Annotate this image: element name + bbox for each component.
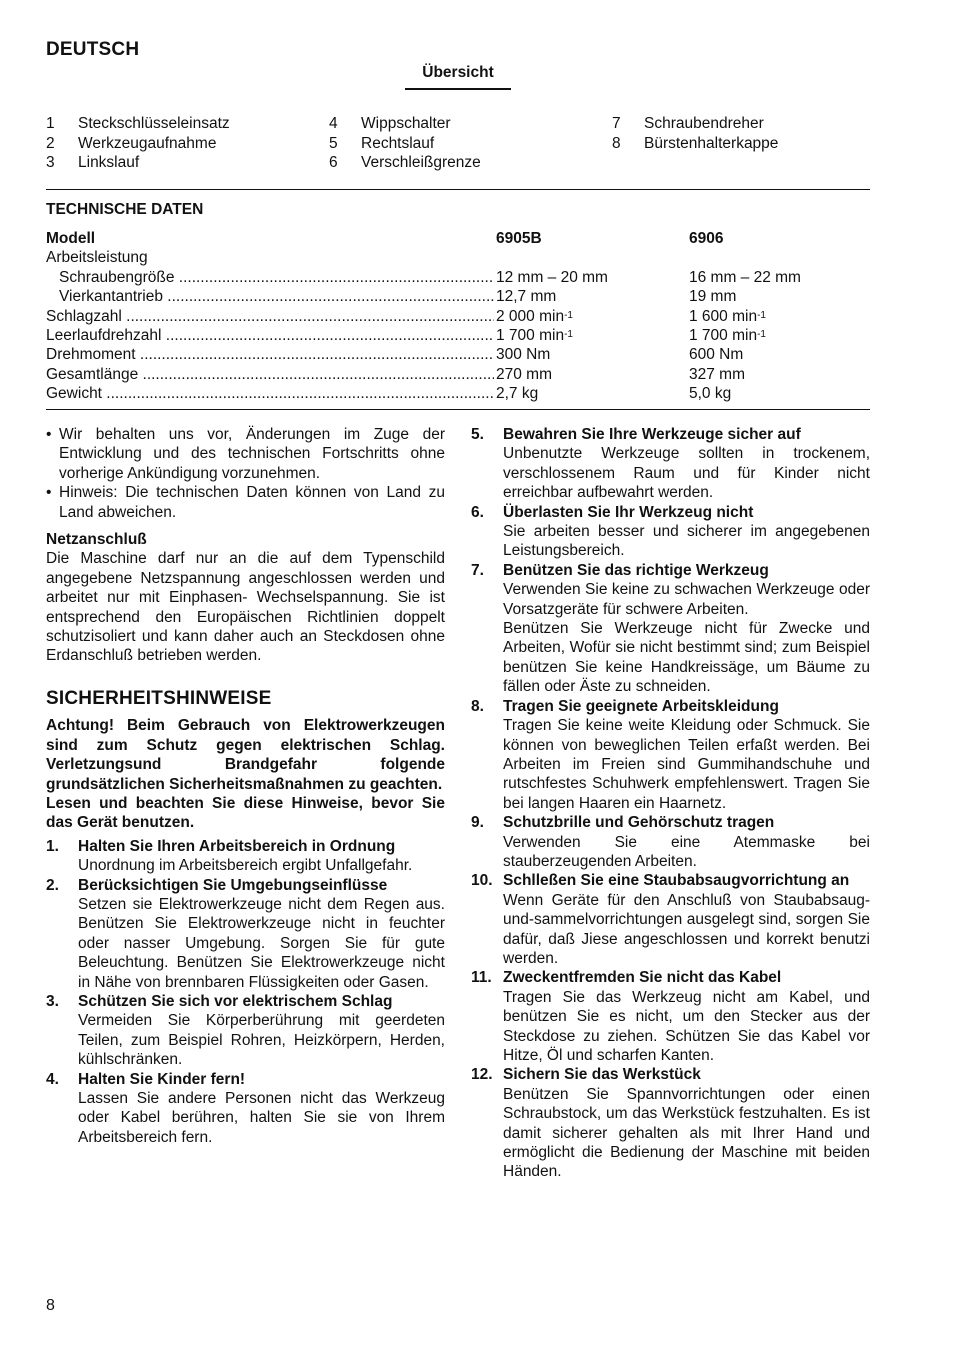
item-text: Verwenden Sie eine Atemmaske bei stauberzeugenden Arbeiten. [503,833,870,870]
spec-label: Gesamtlänge ..... [46,365,494,384]
safety-title: SICHERHEITSHINWEISE [46,687,272,709]
item-text: Tragen Sie keine weite Kleidung oder Schmuck. Sie können von beweglichen Teilen erfaßt werden. Bei Arbeiten im Freien sind Gummihandschuhe und rutschfestes Schuhwerk empfehlenswert. Tragen Sie bei langen Haaren ein Haarnetz. [503,717,870,812]
item-text: Verwenden Sie keine zu schwachen Werkzeuge oder Vorsatzgeräte für schwere Arbeiten. [503,581,870,618]
spec-value-1: 12,7 mm [496,288,557,306]
item-number: 4. [46,1070,59,1088]
safety-item-7 [471,561,870,697]
safety-item-10 [471,871,870,968]
language-heading: DEUTSCH [46,39,140,60]
part-item [46,114,230,134]
note-text: Hinweis: Die technischen Daten können von Land zu Land abweichen. [59,484,445,521]
item-number: 2. [46,876,59,894]
spec-label: Gewicht ..... [46,384,494,403]
item-title: Zweckentfremden Sie nicht das Kabel [503,969,782,987]
safety-item-11 [471,968,870,1065]
divider [46,189,870,190]
spec-value-2: 5,0 kg [689,385,732,403]
safety-item-4 [46,1070,445,1148]
item-title: Überlasten Sie Ihr Werkzeug nicht [503,503,754,521]
item-title: Berücksichtigen Sie Umgebungseinflüsse [78,876,388,894]
item-title: Benützen Sie das richtige Werkzeug [503,561,769,579]
item-number: 7. [471,561,484,579]
item-number: 3. [46,992,59,1010]
spec-header-row [46,229,870,248]
item-text: Lassen Sie andere Personen nicht das Werkzeug oder Kabel berühren, halten Sie sie von Ihrem Arbeitsbereich fern. [78,1090,445,1146]
model-1: 6905B [496,230,542,247]
divider [46,409,870,410]
left-column [46,425,445,1147]
safety-warning: Achtung! Beim Gebrauch von Elektrowerkzeugen sind zum Schutz gegen elektrischen Schlag. Verletzungsund Brandgefahr folgende grundsätzlichen Sicherheitsmaßnahmen zu geachten. [46,717,445,793]
note-item: • Hinweis: Die technischen Daten können von Land zu Land abweichen. [46,484,445,521]
spec-value-1: 300 Nm [496,346,551,364]
item-number: 9. [471,814,484,832]
spec-row-no-load-speed [46,326,870,345]
item-number: 8. [471,697,484,715]
overview-title: Übersicht [405,64,511,90]
part-number: 3 [46,154,55,171]
item-title: Bewahren Sie Ihre Werkzeuge sicher auf [503,426,801,443]
spec-value-2: 600 Nm [689,346,744,364]
item-number: 11. [471,969,492,987]
part-number: 8 [612,134,621,152]
item-number: 1. [46,837,59,855]
spec-value-1: 2 000 $\min^{-1}$ [496,307,573,325]
note-text: Wir behalten uns vor, Änderungen im Zuge der Entwicklung und des technischen Fortschritts ohne vorherige Ankündigung vorzunehmen. [59,426,445,482]
spec-label: Schraubengröße ..... [59,268,494,287]
part-item [329,134,481,154]
part-number: 2 [46,134,55,152]
part-item [46,153,230,173]
item-number: 6. [471,503,484,521]
part-label: Rechtslauf [361,134,435,152]
capacity-label: Arbeitsleistung [46,249,148,267]
spec-value-2: 1 600 $\min^{-1}$ [689,307,766,325]
model-label: Modell [46,230,96,247]
item-text: Vermeiden Sie Körperberührung mit geerdeten Teilen, zum Beispiel Rohren, Heizkörpern, Herden, kühlschränken. [78,1012,445,1069]
spec-row-weight [46,384,870,403]
item-text: Benützen Sie Werkzeuge nicht für Zwecke und Arbeiten, Wofür sie nicht bestimmt sind; zum Beispiel benützen Sie keine Handkreissäge, um Bäume zu fällen oder Äste zu schneiden. [503,620,870,696]
part-label: Wippschalter [361,115,451,132]
part-label: Steckschlüsseleinsatz [78,115,230,132]
spec-value-1: 1 700 $\min^{-1}$ [496,326,573,344]
item-number: 10. [471,872,493,890]
item-text: Sie arbeiten besser und sicherer im angegebenen Leistungsbereich. [503,523,870,560]
spec-value-1: 270 mm [496,365,552,383]
item-title: Sichern Sie das Werkstück [503,1066,701,1084]
part-number: 7 [612,115,621,132]
safety-item-8 [471,697,870,813]
parts-column-3 [612,114,778,153]
part-number: 4 [329,115,338,132]
spec-value-2: 327 mm [689,365,745,383]
right-column [471,425,870,1182]
part-label: Linkslauf [78,154,140,171]
safety-read-instruction: Lesen und beachten Sie diese Hinweise, bevor Sie das Gerät benutzen. [46,794,445,832]
item-text: Benützen Sie Spannvorrichtungen oder einen Schraubstock, um das Werkstück festzuhalten. Es ist damit sicherer gehalten als mit Ihrer Hand und ermöglicht die Bedienung der Maschine mit beiden Händen. [503,1085,870,1181]
item-text: Unordnung im Arbeitsbereich ergibt Unfallgefahr. [78,857,413,875]
spec-group-row [46,248,870,267]
parts-column-2 [329,114,481,173]
spec-value-2: 16 mm – 22 mm [689,268,801,286]
model-2: 6906 [689,230,724,247]
page-number: 8 [46,1297,55,1314]
item-number: 12. [471,1066,493,1084]
parts-column-1 [46,114,230,173]
spec-table [46,229,870,404]
spec-row-length [46,365,870,384]
spec-row-impacts [46,307,870,326]
spec-row-torque [46,345,870,364]
safety-item-1 [46,837,445,876]
spec-label: Leerlaufdrehzahl ..... [46,326,494,345]
safety-item-3 [46,992,445,1070]
part-label: Werkzeugaufnahme [78,134,217,152]
part-item [612,114,778,134]
spec-value-2: 1 700 $\min^{-1}$ [689,326,766,344]
part-item [329,114,481,134]
spec-row-screw-size [46,268,870,287]
note-item: • Wir behalten uns vor, Änderungen im Zuge der Entwicklung und des technischen Fortschritts ohne vorherige Ankündigung vorzunehmen. [46,426,445,482]
item-text: Wenn Geräte für den Anschluß von Staubabsaug-und-sammelvorrichtungen ausgelegt sind, sorgen Sie dafür, daß Jiese angeschlossen und korrekt benutzi werden. [503,891,870,967]
part-label: Schraubendreher [644,115,764,132]
item-number: 5. [471,426,484,443]
item-title: Halten Sie Kinder fern! [78,1070,246,1088]
mains-title: Netzanschluß [46,531,147,549]
spec-label: Drehmoment ..... [46,345,494,364]
safety-item-9 [471,813,870,871]
part-number: 5 [329,134,338,152]
item-title: Schutzbrille und Gehörschutz tragen [503,814,775,832]
safety-item-6 [471,503,870,561]
spec-value-1: 12 mm – 20 mm [496,268,608,286]
safety-item-12 [471,1065,870,1181]
spec-value-2: 19 mm [689,288,737,306]
safety-item-2 [46,876,445,992]
mains-text: Die Maschine darf nur an die auf dem Typenschild angegebene Netzspannung angeschlossen werden und arbeitet nur mit Einphasen- Wechselspannung. Sie ist entsprechend den Europäischen Richtlinien doppelt schutzisoliert und kann daher auch an Steckdosen ohne Erdanschluß betrieben werden. [46,550,445,665]
safety-item-5 [471,425,870,503]
part-item [612,134,778,154]
tech-data-title: TECHNISCHE DATEN [46,201,204,218]
part-number: 6 [329,154,338,171]
item-title: Halten Sie Ihren Arbeitsbereich in Ordnung [78,837,396,855]
item-title: Schlleßen Sie eine Staubabsaugvorrichtung an [503,872,850,890]
part-item [46,134,230,154]
item-title: Tragen Sie geeignete Arbeitskleidung [503,697,779,715]
item-text: Setzen sie Elektrowerkzeuge nicht dem Regen aus. Benützen Sie Elektrowerkzeuge nicht in feuchter oder nasser Umgebung. Sorgen Sie für gute Beleuchtung. Benützen Sie Elektrowerkzeuge nicht in Nähe von brennbaren Flüssigkeiten oder Gasen. [78,895,445,991]
item-text: Tragen Sie das Werkzeug nicht am Kabel, und benützen Sie es nicht, um den Stecker aus der Steckdose zu ziehen. Schützen Sie das Kabel vor Hitze, Öl und scharfen Kanten. [503,988,870,1064]
part-number: 1 [46,115,55,132]
spec-value-1: 2,7 kg [496,385,539,403]
part-label: Verschleißgrenze [361,154,481,171]
spec-row-square-drive [46,287,870,306]
item-title: Schützen Sie sich vor elektrischem Schlag [78,992,393,1010]
part-label: Bürstenhalterkappe [644,134,779,152]
spec-label: Schlagzahl ..... [46,307,494,326]
item-text: Unbenutzte Werkzeuge sollten in trockenem, verschlossenem Raum und für Kinder nicht erreichbar aufbewahrt werden. [503,445,870,502]
part-item [329,153,481,173]
spec-label: Vierkantantrieb ..... [59,287,494,306]
